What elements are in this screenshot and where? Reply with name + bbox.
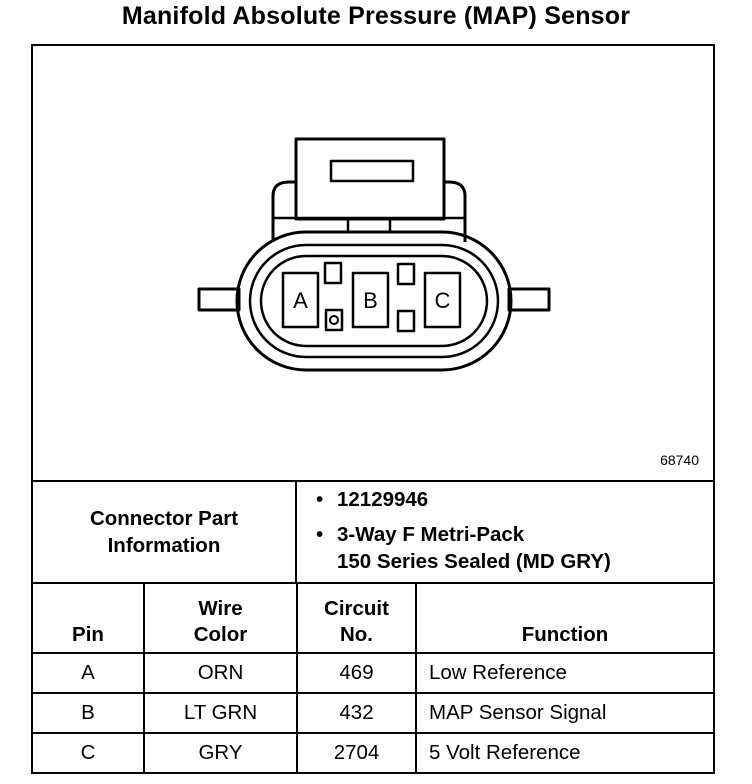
- connector-info-label-line2: Information: [107, 534, 221, 557]
- cell-pin: C: [33, 733, 144, 772]
- header-circuit-line1: Circuit: [324, 597, 389, 620]
- figure-number: 68740: [660, 452, 699, 468]
- connector-info-label-line1: Connector Part: [89, 507, 239, 530]
- cell-circuit: 469: [297, 653, 416, 693]
- pin-label-a: A: [293, 288, 308, 313]
- connector-info-details: [303, 486, 713, 575]
- cell-color: ORN: [144, 653, 297, 693]
- key-tab: [398, 311, 414, 331]
- key-tab: [325, 263, 341, 283]
- header-pin: Pin: [33, 583, 144, 653]
- header-wire-line2: Color: [193, 623, 248, 646]
- key-tab: [398, 264, 414, 284]
- part-number: 12129946: [337, 488, 429, 511]
- page-title: Manifold Absolute Pressure (MAP) Sensor: [121, 2, 631, 30]
- cell-function: Low Reference: [416, 653, 713, 693]
- table-header-row: [33, 583, 713, 653]
- side-ear: [509, 289, 549, 310]
- header-circuit: [297, 583, 416, 653]
- connector-drawing: [33, 46, 713, 480]
- latch-slot: [331, 161, 413, 181]
- key-tab: [326, 310, 342, 330]
- side-ear: [199, 289, 239, 310]
- cell-function: MAP Sensor Signal: [416, 693, 713, 733]
- connector-diagram: [33, 46, 713, 480]
- description-line2: 150 Series Sealed (MD GRY): [337, 550, 611, 573]
- cell-pin: A: [33, 653, 144, 693]
- pin-label-c: C: [434, 288, 451, 313]
- cell-circuit: 2704: [297, 733, 416, 772]
- header-circuit-line2: No.: [339, 623, 374, 646]
- cell-color: LT GRN: [144, 693, 297, 733]
- cell-color: GRY: [144, 733, 297, 772]
- table-row: [33, 653, 713, 693]
- cell-circuit: 432: [297, 693, 416, 733]
- header-function: Function: [416, 583, 713, 653]
- bullet-icon: •: [316, 523, 324, 546]
- key-hole: [330, 316, 338, 324]
- bullet-icon: •: [316, 488, 324, 511]
- table-row: [33, 733, 713, 772]
- pinout-table: [33, 582, 713, 772]
- connector-info-section: [33, 480, 713, 582]
- header-wire-line1: Wire: [198, 597, 243, 620]
- header-wire-color: [144, 583, 297, 653]
- latch-housing: [296, 139, 444, 219]
- description-line1: 3-Way F Metri-Pack: [337, 523, 525, 546]
- part-number-row: [303, 486, 713, 513]
- connector-info-label: [33, 482, 297, 582]
- description-row: [303, 521, 713, 575]
- table-row: [33, 693, 713, 733]
- pin-label-b: B: [363, 288, 378, 313]
- cell-function: 5 Volt Reference: [416, 733, 713, 772]
- sensor-frame: [31, 44, 715, 774]
- cell-pin: B: [33, 693, 144, 733]
